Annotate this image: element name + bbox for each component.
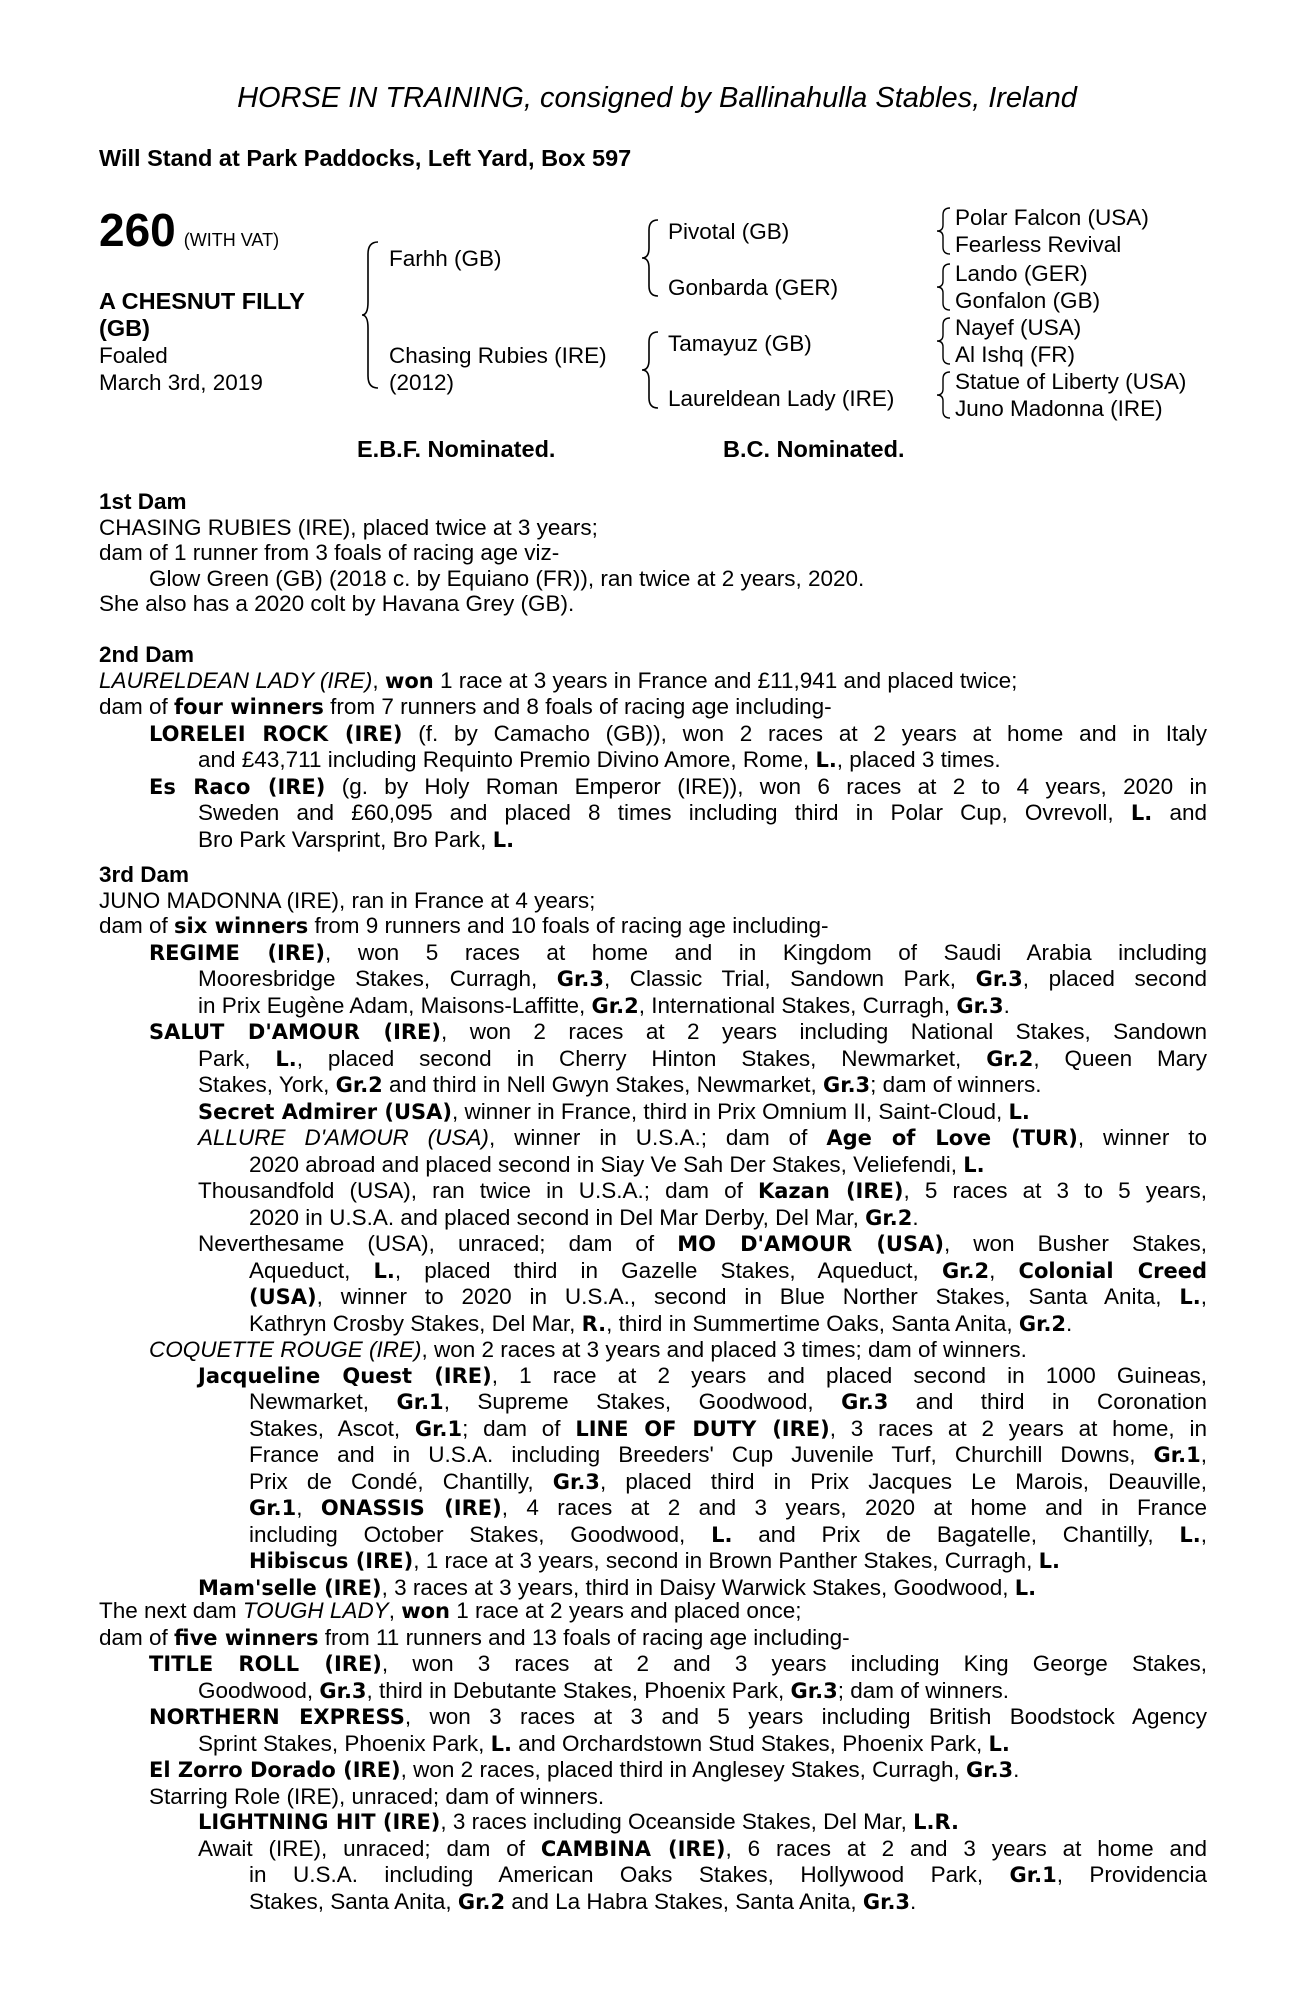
produce-line: Gr.1, ONASSIS (IRE), 4 races at 2 and 3 years, 2020 at home and in France [249, 1495, 1207, 1520]
dam-line: LAURELDEAN LADY (IRE), won 1 race at 3 years in France and £11,941 and placed twice; [99, 667, 1018, 693]
lot-number-block [99, 203, 279, 257]
produce-line: Mooresbridge Stakes, Curragh, Gr.3, Classic Trial, Sandown Park, Gr.3, placed second [198, 966, 1207, 991]
produce-list [99, 1651, 1207, 1915]
produce-line: 2020 in U.S.A. and placed second in Del Mar Derby, Del Mar, Gr.2. [249, 1204, 919, 1230]
pedigree-brace [640, 330, 662, 410]
produce-line: Stakes, Santa Anita, Gr.2 and La Habra Stakes, Santa Anita, Gr.3. [249, 1888, 917, 1914]
ancestor: Polar Falcon (USA) [955, 205, 1149, 230]
dam-year: (2012) [389, 370, 455, 395]
section-heading: 1st Dam [99, 489, 187, 514]
produce-line: France and in U.S.A. including Breeders' Cup Juvenile Turf, Churchill Downs, Gr.1, [249, 1442, 1207, 1467]
dam-line: dam of 1 runner from 3 foals of racing age viz- [99, 540, 560, 565]
first-dam-section [99, 489, 1207, 617]
produce-line: Kathryn Crosby Stakes, Del Mar, R., third in Summertime Oaks, Santa Anita, Gr.2. [249, 1310, 1073, 1336]
dam-line: JUNO MADONNA (IRE), ran in France at 4 years; [99, 887, 596, 913]
produce-line: COQUETTE ROUGE (IRE), won 2 races at 3 years and placed 3 times; dam of winners. [149, 1337, 1027, 1362]
dam-sire: Tamayuz (GB) [668, 331, 812, 356]
produce-line: Stakes, Ascot, Gr.1; dam of LINE OF DUTY (IRE), 3 races at 2 years at home, in [249, 1415, 1207, 1441]
ancestor: Lando (GER) [955, 261, 1088, 286]
ebf-nomination: E.B.F. Nominated. [357, 436, 556, 462]
second-dam-section [99, 642, 1207, 853]
foaled-date: March 3rd, 2019 [99, 370, 263, 395]
pedigree-brace [640, 218, 662, 298]
dam-line: dam of six winners from 9 runners and 10 foals of racing age including- [99, 913, 829, 938]
bc-nomination: B.C. Nominated. [723, 436, 905, 462]
produce-line: El Zorro Dorado (IRE), won 2 races, placed third in Anglesey Stakes, Curragh, Gr.3. [149, 1757, 1020, 1782]
section-heading: 3rd Dam [99, 862, 190, 887]
produce-line: ALLURE D'AMOUR (USA), winner in U.S.A.; dam of Age of Love (TUR), winner to [198, 1125, 1207, 1150]
horse-description: A CHESNUT FILLY [99, 288, 305, 314]
produce-line: Glow Green (GB) (2018 c. by Equiano (FR)), ran twice at 2 years, 2020. [149, 565, 865, 591]
produce-line: Mam'selle (IRE), 3 races at 3 years, third in Daisy Warwick Stakes, Goodwood, L. [198, 1574, 1037, 1600]
produce-line: in U.S.A. including American Oaks Stakes, Hollywood Park, Gr.1, Providencia [249, 1862, 1207, 1887]
ancestor: Nayef (USA) [955, 315, 1082, 340]
dam: Chasing Rubies (IRE) [389, 343, 607, 368]
pedigree-brace [935, 316, 953, 366]
vat-label: (WITH VAT) [183, 230, 280, 250]
produce-line: Thousandfold (USA), ran twice in U.S.A.; dam of Kazan (IRE), 5 races at 3 to 5 years, [198, 1178, 1207, 1203]
produce-line: Es Raco (IRE) (g. by Holy Roman Emperor (IRE)), won 6 races at 2 to 4 years, 2020 in [149, 773, 1207, 799]
produce-line: Await (IRE), unraced; dam of CAMBINA (IRE), 6 races at 2 and 3 years at home and [198, 1835, 1207, 1861]
dam-dam: Laureldean Lady (IRE) [668, 386, 895, 411]
sire-sire: Pivotal (GB) [668, 219, 790, 244]
dam-line: The next dam TOUGH LADY, won 1 race at 2 years and placed once; [99, 1598, 802, 1623]
foaled-label: Foaled [99, 343, 168, 368]
produce-line: Aqueduct, L., placed third in Gazelle Stakes, Aqueduct, Gr.2, Colonial Creed [249, 1257, 1207, 1283]
produce-line: including October Stakes, Goodwood, L. and Prix de Bagatelle, Chantilly, L., [249, 1521, 1208, 1547]
produce-line: Hibiscus (IRE), 1 race at 3 years, second in Brown Panther Stakes, Curragh, L. [249, 1548, 1060, 1573]
produce-line: TITLE ROLL (IRE), won 3 races at 2 and 3 years including King George Stakes, [149, 1651, 1208, 1676]
pedigree-brace [935, 262, 953, 312]
lot-number: 260 [99, 204, 176, 256]
third-dam-section [99, 862, 1207, 1601]
pedigree-brace [935, 206, 953, 256]
produce-line: SALUT D'AMOUR (IRE), won 2 races at 2 years including National Stakes, Sandown [149, 1019, 1207, 1044]
ancestor: Statue of Liberty (USA) [955, 369, 1187, 394]
dam-line: CHASING RUBIES (IRE), placed twice at 3 years; [99, 514, 598, 540]
produce-list [99, 940, 1207, 1602]
produce-line: and £43,711 including Requinto Premio Divino Amore, Rome, L., placed 3 times. [198, 747, 1001, 772]
produce-line: (USA), winner to 2020 in U.S.A., second in Blue Norther Stakes, Santa Anita, L., [249, 1284, 1207, 1309]
sire-dam: Gonbarda (GER) [668, 275, 839, 300]
sire: Farhh (GB) [389, 246, 502, 271]
dam-line: dam of five winners from 11 runners and 13 foals of racing age including- [99, 1624, 850, 1650]
section-heading: 2nd Dam [99, 642, 195, 667]
produce-line: in Prix Eugène Adam, Maisons-Laffitte, Gr.2, International Stakes, Curragh, Gr.3. [198, 992, 1010, 1018]
produce-line: Bro Park Varsprint, Bro Park, L. [198, 826, 515, 852]
produce-line: Sweden and £60,095 and placed 8 times including third in Polar Cup, Ovrevoll, L. and [198, 800, 1207, 825]
dam-line: dam of four winners from 7 runners and 8 foals of racing age including- [99, 694, 832, 719]
produce-line: Stakes, York, Gr.2 and third in Nell Gwyn Stakes, Newmarket, Gr.3; dam of winners. [198, 1072, 1042, 1097]
pedigree-brace [935, 370, 953, 420]
page-title: HORSE IN TRAINING, consigned by Ballinahulla Stables, Ireland [237, 82, 1077, 114]
produce-line: Starring Role (IRE), unraced; dam of winners. [149, 1783, 605, 1809]
produce-line: LORELEI ROCK (IRE) (f. by Camacho (GB)), won 2 races at 2 years at home and in Italy [149, 720, 1207, 746]
ancestor: Al Ishq (FR) [955, 342, 1076, 367]
next-dam-section [99, 1598, 1207, 1915]
produce-line: Jacqueline Quest (IRE), 1 race at 2 years and placed second in 1000 Guineas, [198, 1362, 1207, 1388]
produce-line: Newmarket, Gr.1, Supreme Stakes, Goodwood, Gr.3 and third in Coronation [249, 1389, 1208, 1414]
pedigree-brace [360, 240, 382, 390]
ancestor: Juno Madonna (IRE) [955, 396, 1163, 421]
produce-line: 2020 abroad and placed second in Siay Ve Sah Der Stakes, Veliefendi, L. [249, 1151, 985, 1177]
produce-line: Goodwood, Gr.3, third in Debutante Stakes, Phoenix Park, Gr.3; dam of winners. [198, 1677, 1010, 1703]
ancestor: Fearless Revival [955, 232, 1122, 257]
produce-line: Secret Admirer (USA), winner in France, third in Prix Omnium II, Saint-Cloud, L. [198, 1098, 1030, 1124]
stand-location: Will Stand at Park Paddocks, Left Yard, Box 597 [99, 145, 632, 171]
horse-description-country: (GB) [99, 315, 150, 341]
dam-line: She also has a 2020 colt by Havana Grey (GB). [99, 591, 575, 616]
produce-line: Sprint Stakes, Phoenix Park, L. and Orchardstown Stud Stakes, Phoenix Park, L. [198, 1730, 1010, 1756]
produce-line: NORTHERN EXPRESS, won 3 races at 3 and 5 years including British Boodstock Agency [149, 1704, 1207, 1729]
produce-line: Park, L., placed second in Cherry Hinton Stakes, Newmarket, Gr.2, Queen Mary [198, 1045, 1207, 1071]
ancestor: Gonfalon (GB) [955, 288, 1101, 313]
produce-line: REGIME (IRE), won 5 races at home and in Kingdom of Saudi Arabia including [149, 939, 1207, 965]
produce-line: LIGHTNING HIT (IRE), 3 races including Oceanside Stakes, Del Mar, L.R. [198, 1809, 960, 1834]
produce-line: Prix de Condé, Chantilly, Gr.3, placed third in Prix Jacques Le Marois, Deauville, [249, 1468, 1207, 1494]
produce-line: Neverthesame (USA), unraced; dam of MO D'AMOUR (USA), won Busher Stakes, [198, 1231, 1207, 1256]
